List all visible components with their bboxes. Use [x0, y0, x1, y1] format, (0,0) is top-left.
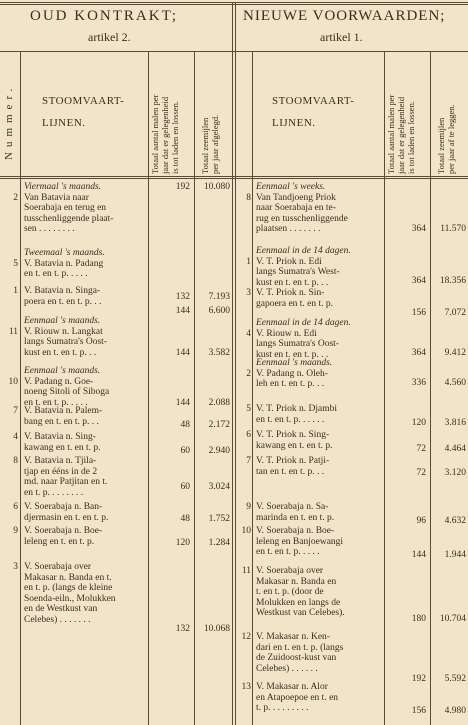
right-route-entry	[256, 682, 384, 714]
left-malen-value: 144	[175, 306, 190, 316]
left-lijnen-header	[42, 90, 124, 134]
right-lijnen-header	[272, 90, 354, 134]
right-malen-value: 192	[411, 674, 426, 684]
left-route-entry	[24, 526, 148, 547]
right-row-number: 3	[246, 288, 251, 298]
route-description: V. T. Priok n. Edi langs Sumatra's West- kust en t. en t. p. . .	[256, 256, 340, 288]
route-description: V. Soerabaja n. Sa- marinda en t. en t. p.	[256, 502, 335, 523]
right-malen-value: 364	[411, 276, 426, 286]
route-description: V. Soerabaja over Makasar n. Banda en t. en t. p. (langs de kleine Soenda-eiln., Molukken en de Westkust van Celebes) . . . . . . .	[24, 562, 116, 625]
left-route-entry	[24, 286, 148, 307]
right-zeemijlen-value: 4.980	[444, 706, 466, 716]
right-row-number: 4	[246, 329, 251, 339]
header-line: Totaal aantal malen per	[150, 94, 160, 174]
left-route-entry	[24, 316, 148, 358]
left-col1-rule	[148, 51, 149, 725]
frequency-heading: Eenmaal 's maands.	[256, 358, 333, 368]
left-route-entry	[24, 182, 148, 235]
right-malen-value: 72	[416, 444, 426, 454]
right-route-entry	[256, 430, 384, 451]
lijnen-line-1: STOOMVAART-	[272, 95, 355, 107]
right-malen-value: 180	[411, 614, 426, 624]
route-description: V. Padang n. Oleh- leh en t. en t. p. . .	[256, 368, 328, 390]
right-row-number: 11	[241, 566, 251, 576]
left-route-entry	[24, 432, 148, 453]
header-rule-double	[0, 178, 468, 179]
right-row-number: 2	[246, 369, 251, 379]
right-title: NIEUWE VOORWAARDEN;	[243, 8, 446, 24]
left-row-number: 2	[13, 193, 18, 203]
right-malen-value: 364	[411, 224, 426, 234]
route-description: V. Makasar n. Ken- dari en t. en t. p. (langs de Zuidoost-kust van Celebes) . . . . . .	[256, 632, 344, 674]
left-zeemijlen-value: 2.940	[208, 446, 230, 456]
route-description: V. Batavia n. Sing- kawang en t. en t. p.	[24, 432, 101, 453]
left-row-number: 11	[8, 327, 18, 337]
right-col1-header	[386, 95, 416, 174]
right-route-entry	[256, 632, 384, 674]
left-zeemijlen-value: 10.080	[203, 182, 230, 192]
frequency-heading: Eenmaal 's weeks.	[256, 182, 326, 192]
lijnen-line-1: STOOMVAART-	[42, 95, 125, 107]
top-rule-double	[0, 4, 468, 5]
route-description: V. T. Priok n. Djambi en t. en t. p. . . . . .	[256, 404, 338, 425]
left-zeemijlen-value: 10.068	[203, 624, 230, 634]
left-malen-value: 48	[180, 514, 190, 524]
header-line: is tot laden en lossen.	[406, 101, 416, 174]
right-malen-value: 96	[416, 516, 426, 526]
route-description: V. Riouw n. Edi langs Sumatra's Oost- kust en t. en t. p. . .	[256, 328, 339, 360]
frequency-heading: Eenmaal 's maands.	[24, 366, 101, 376]
left-route-entry	[24, 366, 148, 408]
header-line: per jaar afgelegd.	[210, 114, 220, 174]
right-route-entry	[256, 246, 384, 288]
header-line: Totaal zeemijlen	[200, 117, 210, 174]
route-description: V. Batavia n. Singa- poera en t. en t. p. . .	[24, 286, 102, 307]
route-description: Van Batavia naar Soerabaja en terug en tusschenliggende plaat- sen . . . . . . . .	[24, 192, 114, 235]
left-row-number: 3	[13, 562, 18, 572]
right-route-entry	[256, 318, 384, 360]
right-malen-value: 364	[411, 348, 426, 358]
header-line: Totaal zeemijlen	[436, 117, 446, 174]
left-row-number: 10	[8, 377, 18, 387]
right-row-number: 7	[246, 456, 251, 466]
left-zeemijlen-value: 2.088	[208, 398, 230, 408]
frequency-heading: Eenmaal 's maands.	[24, 316, 101, 326]
route-description: V. Soerabaja n. Boe- leleng en t. en t. p.	[24, 526, 103, 547]
right-zeemijlen-value: 18.356	[439, 276, 466, 286]
left-row-number: 7	[13, 406, 18, 416]
right-malen-value: 156	[411, 308, 426, 318]
right-route-entry	[256, 288, 384, 309]
left-malen-value: 132	[175, 292, 190, 302]
left-row-number: 9	[13, 526, 18, 536]
left-row-number: 4	[13, 432, 18, 442]
header-line: is tot laden en lossen.	[170, 101, 180, 174]
left-malen-value: 192	[175, 182, 190, 192]
route-description: V. Batavia n. Tjila- tjap en ééns in de 2 md. naar Patjitan en t. en t. p. . . . . . . .	[24, 456, 108, 498]
left-malen-value: 144	[175, 398, 190, 408]
route-description: V. Riouw n. Langkat langs Sumatra's Oost- kust en t. en t. p. . .	[24, 326, 107, 358]
right-zeemijlen-value: 10.704	[439, 614, 466, 624]
left-zeemijlen-value: 1.284	[208, 538, 230, 548]
right-zeemijlen-value: 1.944	[444, 550, 466, 560]
right-malen-value: 144	[411, 550, 426, 560]
lijnen-line-2: LIJNEN.	[42, 117, 86, 129]
title-rule	[0, 51, 468, 52]
right-row-number: 1	[246, 257, 251, 267]
header-rule	[0, 176, 468, 177]
right-subtitle: artikel 1.	[320, 30, 363, 44]
left-malen-value: 120	[175, 538, 190, 548]
left-zeemijlen-value: 6.600	[208, 306, 230, 316]
left-malen-value: 132	[175, 624, 190, 634]
center-divider-double	[235, 2, 236, 725]
right-row-number: 13	[241, 682, 251, 692]
route-description: V. Padang n. Goe- noeng Sitoli of Siboga en t. en t. p. . . . .	[24, 376, 110, 408]
left-zeemijlen-value: 2.172	[208, 420, 230, 430]
left-zeemijlen-value: 3.024	[208, 482, 230, 492]
right-zeemijlen-value: 5.592	[444, 674, 466, 684]
frequency-heading: Eenmaal in de 14 dagen.	[256, 318, 351, 328]
right-route-entry	[256, 526, 384, 558]
right-zeemijlen-value: 4.632	[444, 516, 466, 526]
left-col2-rule	[194, 51, 195, 725]
route-description: V. T. Priok n. Patji- tan en t. en t. p. . .	[256, 456, 330, 477]
right-malen-value: 156	[411, 706, 426, 716]
route-description: V. Soerabaja over Makasar n. Banda en t. en t. p. (door de Molukken en langs de Westkust van Celebes).	[256, 566, 345, 619]
left-route-entry	[24, 406, 148, 427]
lijnen-line-2: LIJNEN.	[272, 117, 316, 129]
header-line: jaar dat er gelegenheid	[160, 96, 170, 174]
right-col2-header	[436, 104, 456, 174]
top-rule	[0, 2, 468, 3]
right-row-number: 8	[246, 193, 251, 203]
left-zeemijlen-value: 7.193	[208, 292, 230, 302]
center-divider	[232, 2, 233, 725]
right-row-number: 9	[246, 502, 251, 512]
right-num-col-rule	[252, 51, 253, 725]
right-row-number: 12	[241, 632, 251, 642]
right-zeemijlen-value: 3.120	[444, 468, 466, 478]
frequency-heading: Viermaal 's maands.	[24, 182, 102, 192]
left-subtitle: artikel 2.	[88, 30, 131, 44]
left-row-number: 6	[13, 502, 18, 512]
left-malen-value: 60	[180, 446, 190, 456]
left-malen-value: 60	[180, 482, 190, 492]
right-zeemijlen-value: 9.412	[444, 348, 466, 358]
right-route-entry	[256, 404, 384, 425]
right-row-number: 10	[241, 526, 251, 536]
route-description: V. Batavia n. Padang en t. en t. p. . . . .	[24, 258, 104, 280]
right-malen-value: 72	[416, 468, 426, 478]
right-row-number: 5	[246, 404, 251, 414]
right-route-entry	[256, 566, 384, 619]
right-row-number: 6	[246, 430, 251, 440]
route-description: V. Batavia n. Palem- bang en t. en t. p. . .	[24, 406, 103, 427]
frequency-heading: Eenmaal in de 14 dagen.	[256, 246, 351, 256]
right-col1-rule	[384, 51, 385, 725]
left-zeemijlen-value: 3.582	[208, 348, 230, 358]
right-route-entry	[256, 182, 384, 235]
route-description: V. Soerabaja n. Boe- leleng en Banjoewangi en t. en t. p. . . . .	[256, 526, 344, 558]
left-col2-header	[200, 115, 220, 174]
header-line: Totaal aantal malen per	[386, 94, 396, 174]
right-zeemijlen-value: 4.560	[444, 378, 466, 388]
left-malen-value: 48	[180, 420, 190, 430]
left-col1-header	[150, 95, 180, 174]
header-line: per jaar af te leggen.	[446, 104, 456, 174]
left-row-number: 1	[13, 286, 18, 296]
right-zeemijlen-value: 7.072	[444, 308, 466, 318]
route-description: V. Soerabaja n. Ban- djermasin en t. en t. p.	[24, 502, 109, 523]
route-description: V. T. Priok n. Sing- kawang en t. en t. p.	[256, 430, 333, 451]
route-description: V. Makasar n. Alor en Atapoepoe en t. en t. p. . . . . . . . .	[256, 682, 339, 714]
right-route-entry	[256, 358, 384, 390]
right-zeemijlen-value: 3.816	[444, 418, 466, 428]
route-description: V. T. Priok n. Sin- gapoera en t. en t. p.	[256, 288, 334, 309]
right-malen-value: 336	[411, 378, 426, 388]
left-row-number: 5	[13, 259, 18, 269]
left-row-number: 8	[13, 456, 18, 466]
left-route-entry	[24, 456, 148, 498]
left-malen-value: 144	[175, 348, 190, 358]
left-title: OUD KONTRAKT;	[30, 8, 179, 24]
route-description: Van Tandjoeng Priok naar Soerabaja en te- rug en tusschenliggende plaatsen . . . . . . .	[256, 192, 348, 235]
right-route-entry	[256, 456, 384, 477]
frequency-heading: Tweemaal 's maands.	[24, 248, 105, 258]
right-col2-rule	[430, 51, 431, 725]
right-zeemijlen-value: 4.464	[444, 444, 466, 454]
left-zeemijlen-value: 1.752	[208, 514, 230, 524]
left-num-col-rule	[20, 51, 21, 725]
header-line: jaar dat er gelegenheid	[396, 96, 406, 174]
left-route-entry	[24, 562, 148, 626]
right-malen-value: 120	[411, 418, 426, 428]
left-route-entry	[24, 502, 148, 523]
right-route-entry	[256, 502, 384, 523]
right-zeemijlen-value: 11.570	[440, 224, 466, 234]
left-route-entry	[24, 248, 148, 280]
nummer-header: Nummer.	[3, 83, 15, 160]
